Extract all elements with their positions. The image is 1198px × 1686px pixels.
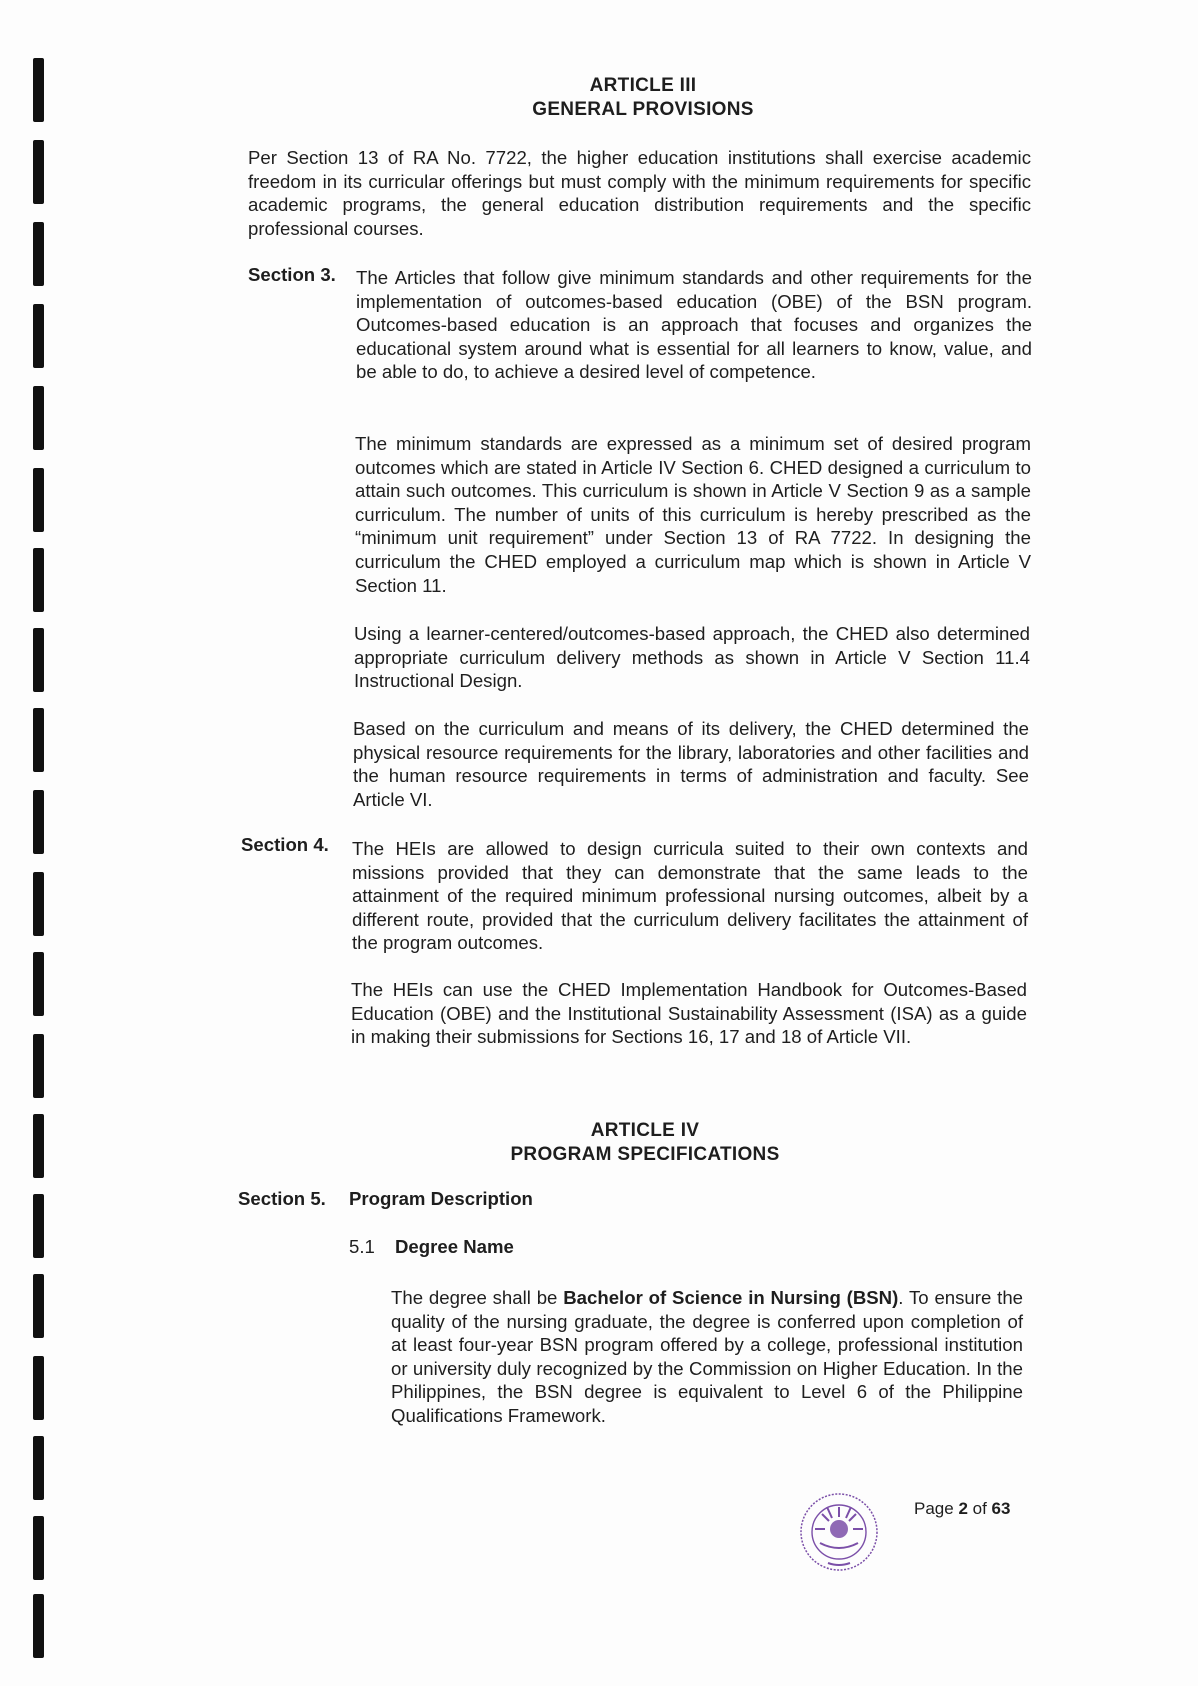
binding-mark bbox=[33, 304, 44, 368]
binding-mark bbox=[33, 1274, 44, 1338]
section-4-paragraph-2: The HEIs can use the CHED Implementation Handbook for Outcomes-Based Education (OBE) and the Institutional Sustainability Assessment (ISA) as a guide in making their submissions for Sections 16, 17 and 18 of Article VII. bbox=[351, 979, 1027, 1048]
general-provisions-intro: Per Section 13 of RA No. 7722, the higher education institutions shall exercise academic freedom in its curricular offerings but must comply with the minimum requirements for specific academic programs, the general education distribution requirements and the specific professional courses. bbox=[248, 147, 1031, 239]
section-3-paragraph-3: Using a learner-centered/outcomes-based approach, the CHED also determined appropriate curriculum delivery methods as shown in Article V Section 11.4 Instructional Design. bbox=[354, 623, 1030, 692]
binding-mark bbox=[33, 872, 44, 936]
section-3-paragraph-1: The Articles that follow give minimum standards and other requirements for the implementation of outcomes-based education (OBE) of the BSN program. Outcomes-based education is an approach that focuses and organizes the educational system around what is essential for all learners to know, value, and be able to do, to achieve a desired level of competence. bbox=[356, 267, 1032, 383]
ched-seal-icon bbox=[798, 1491, 880, 1573]
binding-mark bbox=[33, 1034, 44, 1098]
section-3-label: Section 3. bbox=[248, 264, 336, 285]
binding-mark bbox=[33, 1194, 44, 1258]
binding-mark bbox=[33, 58, 44, 122]
page-number bbox=[914, 1498, 1010, 1520]
binding-mark bbox=[33, 140, 44, 204]
subsection-5-1-number: 5.1 bbox=[349, 1236, 375, 1257]
article-title: ARTICLE III bbox=[589, 75, 697, 96]
page-current: 2 bbox=[958, 1499, 968, 1518]
binding-mark bbox=[33, 708, 44, 772]
binding-mark bbox=[33, 222, 44, 286]
degree-name-heading: Degree Name bbox=[395, 1236, 514, 1257]
subsection-5-1-heading bbox=[395, 1235, 514, 1259]
binding-mark bbox=[33, 790, 44, 854]
article-subtitle: GENERAL PROVISIONS bbox=[532, 99, 754, 120]
degree-text-after: . To ensure the quality of the nursing graduate, the degree is conferred upon completion of at least four-year BSN program offered by a college, professional institution or university duly recognized by the Commission on Higher Education. In the Philippines, the BSN degree is equivalent to Level 6 of the Philippine Qualifications Framework. bbox=[391, 1287, 1023, 1426]
binding-mark bbox=[33, 1356, 44, 1420]
binding-mark bbox=[33, 952, 44, 1016]
section-4-label: Section 4. bbox=[241, 834, 329, 855]
page-total: 63 bbox=[991, 1499, 1011, 1518]
article-subtitle: PROGRAM SPECIFICATIONS bbox=[510, 1144, 780, 1165]
section-4-paragraph-1: The HEIs are allowed to design curricula suited to their own contexts and missions provided that they can demonstrate that the same leads to the attainment of the required minimum professional nursing outcomes, albeit by a different route, provided that the curriculum delivery facilitates the attainment of the program outcomes. bbox=[352, 838, 1028, 954]
section-3-paragraph-2: The minimum standards are expressed as a minimum set of desired program outcomes which are stated in Article IV Section 6. CHED designed a curriculum to attain such outcomes. This curriculum is shown in Article V Section 9 as a sample curriculum. The number of units of this curriculum is hereby prescribed as the “minimum unit requirement” under Section 13 of RA 7722. In designing the curriculum the CHED employed a curriculum map which is shown in Article V Section 11. bbox=[355, 433, 1031, 596]
binding-mark bbox=[33, 548, 44, 612]
binding-mark bbox=[33, 1516, 44, 1580]
article-title: ARTICLE IV bbox=[590, 1120, 700, 1141]
degree-name: Bachelor of Science in Nursing (BSN) bbox=[563, 1287, 899, 1308]
binding-mark bbox=[33, 468, 44, 532]
page-prefix: Page bbox=[914, 1499, 959, 1518]
binding-mark bbox=[33, 386, 44, 450]
binding-mark bbox=[33, 1594, 44, 1658]
section-5-heading: Program Description bbox=[349, 1188, 533, 1209]
degree-name-paragraph bbox=[391, 1286, 1023, 1428]
binding-mark bbox=[33, 1436, 44, 1500]
binding-mark bbox=[33, 628, 44, 692]
section-3-paragraph-4: Based on the curriculum and means of its delivery, the CHED determined the physical resource requirements for the library, laboratories and other facilities and the human resource requirements in terms of administration and faculty. See Article VI. bbox=[353, 718, 1029, 810]
page-of: of bbox=[967, 1499, 992, 1518]
binding-mark bbox=[33, 1114, 44, 1178]
binding-marks bbox=[33, 0, 47, 1686]
degree-text-before: The degree shall be bbox=[391, 1287, 564, 1308]
section-5-label: Section 5. bbox=[238, 1188, 326, 1209]
